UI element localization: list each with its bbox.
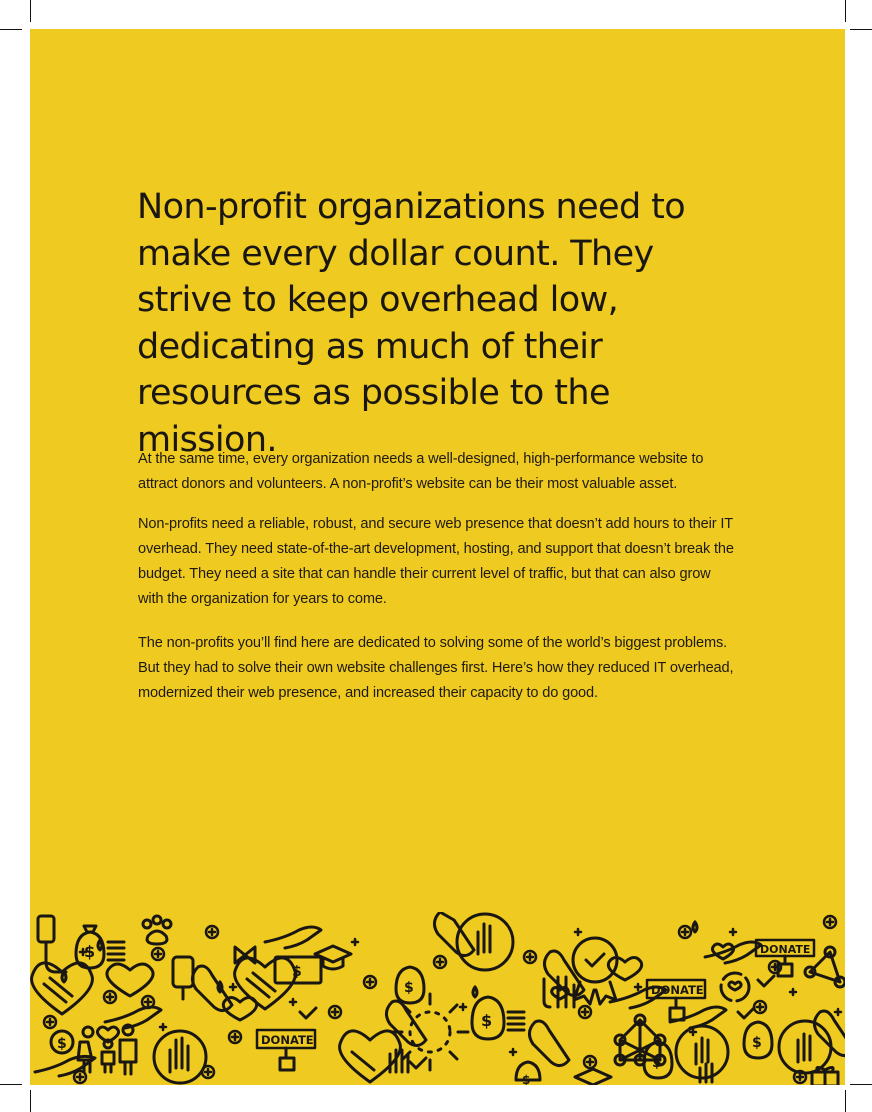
crop-mark-bottom-left-h — [0, 1084, 22, 1085]
body-paragraph-3: The non-profits you’ll find here are dedicated to solving some of the world’s biggest problems. But they had to solve their own website challenges first. Here’s how they reduced IT overhead, modernized their web presence, and increased their capacity to do good. — [138, 635, 734, 701]
plus-circle-icon — [44, 916, 836, 1083]
svg-text:$: $ — [404, 980, 414, 996]
body-paragraph-1: At the same time, every organization needs a well-designed, high-performance website to attract donors and volunteers. A non-profit’s website can be their most valuable asset. — [138, 451, 704, 492]
cash-bill-icon — [275, 957, 321, 983]
svg-text:$: $ — [652, 1055, 662, 1071]
money-bag-icon — [76, 926, 124, 968]
heart-icon — [721, 973, 749, 1001]
crop-mark-top-right-h — [850, 29, 872, 30]
svg-text:$: $ — [752, 1035, 762, 1051]
body-copy — [138, 447, 738, 721]
svg-text:DONATE: DONATE — [760, 943, 811, 956]
paw-print-icon — [143, 916, 171, 944]
svg-text:$: $ — [84, 942, 96, 961]
family-icon — [78, 1025, 136, 1074]
crop-mark-bottom-right-v — [845, 1090, 846, 1112]
charity-icon-pattern — [30, 912, 845, 1085]
body-paragraph-2: Non-profits need a reliable, robust, and secure web presence that doesn’t add hours to their IT overhead. They need state-of-the-art development, hosting, and support that doesn’t break the budget. They need a site that can handle their current level of traffic, but that can also grow with the organization for years to come. — [138, 516, 734, 607]
crop-mark-bottom-left-v — [30, 1090, 31, 1112]
crop-mark-top-left-v — [30, 0, 31, 22]
svg-text:$: $ — [57, 1036, 67, 1052]
svg-text:$: $ — [481, 1011, 493, 1030]
svg-text:DONATE: DONATE — [261, 1033, 314, 1047]
headline: Non-profit organizations need to make every dollar count. They strive to keep overhead low, dedicating as much of their resources as possible to the mission. — [137, 187, 686, 460]
gift-icon — [812, 1067, 838, 1085]
crop-mark-top-right-v — [845, 0, 846, 22]
svg-text:$: $ — [292, 964, 302, 980]
crop-mark-top-left-h — [0, 29, 22, 30]
svg-text:$: $ — [522, 1073, 531, 1085]
svg-text:DONATE: DONATE — [651, 983, 704, 997]
crop-mark-bottom-right-h — [850, 1084, 872, 1085]
yellow-page-panel — [30, 29, 845, 1085]
